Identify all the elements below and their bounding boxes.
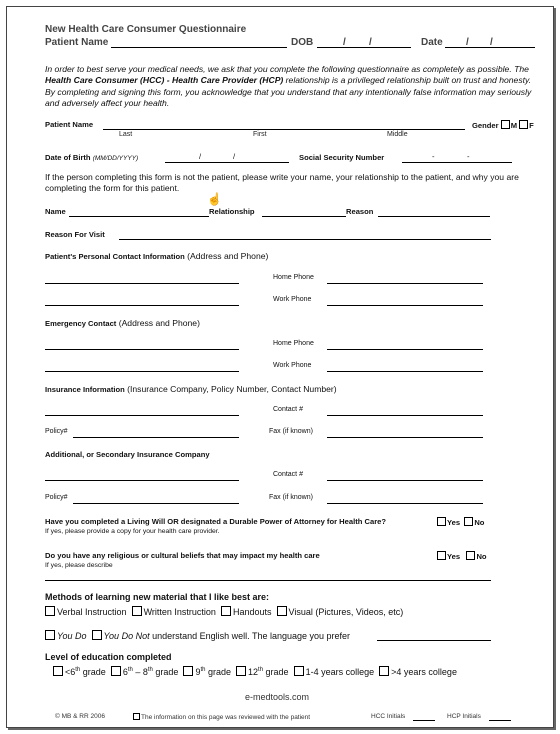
preferred-language-field[interactable]: [377, 640, 491, 641]
contact-address-line1[interactable]: [45, 283, 239, 284]
learning-options: Verbal Instruction Written Instruction Handouts Visual (Pictures, Videos, etc): [45, 606, 403, 617]
hcc-initials-field[interactable]: [413, 720, 435, 721]
gender-f-checkbox[interactable]: [519, 120, 528, 129]
secondary-fax-label: Fax (if known): [269, 494, 313, 501]
reason-field[interactable]: [378, 216, 490, 217]
visual-checkbox[interactable]: [277, 606, 287, 616]
header-dob-field[interactable]: [317, 47, 411, 48]
relationship-label: Relationship: [209, 207, 255, 216]
living-will-no-checkbox[interactable]: [464, 517, 473, 526]
insurance-heading: Insurance Information (Insurance Company, Policy Number, Contact Number): [45, 384, 337, 394]
visit-reason-label: Reason For Visit: [45, 230, 105, 239]
secondary-company-field[interactable]: [45, 480, 239, 481]
completer-name-label: Name: [45, 207, 66, 216]
insurance-fax-label: Fax (if known): [269, 428, 313, 435]
edu-9-checkbox[interactable]: [183, 666, 193, 676]
emergency-heading: Emergency Contact (Address and Phone): [45, 318, 200, 328]
contact-work-phone-label: Work Phone: [273, 296, 312, 303]
header-patient-name-field[interactable]: [111, 47, 287, 48]
contact-heading: Patient's Personal Contact Information (Address and Phone): [45, 251, 269, 261]
header-dob-label: DOB: [291, 37, 314, 48]
visit-reason-field[interactable]: [119, 239, 491, 240]
emergency-work-phone-field[interactable]: [327, 371, 483, 372]
dob-slash: /: [199, 152, 202, 161]
copyright: © MB & RR 2006: [55, 713, 105, 720]
hcp-initials-label: HCP Initials: [447, 713, 481, 720]
emergency-address-line2[interactable]: [45, 371, 239, 372]
beliefs-note: If yes, please describe: [45, 562, 113, 569]
learning-heading: Methods of learning new material that I like best are:: [45, 592, 270, 602]
living-will-note: If yes, please provide a copy for your health care provider.: [45, 528, 220, 535]
sub-middle: Middle: [387, 131, 408, 138]
contact-home-phone-label: Home Phone: [273, 274, 314, 281]
edu-college1-checkbox[interactable]: [294, 666, 304, 676]
contact-address-line2[interactable]: [45, 305, 239, 306]
gender-label: Gender M F: [472, 121, 534, 130]
sub-first: First: [253, 131, 267, 138]
not-patient-instructions: If the person completing this form is not the patient, please write your name, your relationship to the patient, and why you are completing the form for this patient.: [45, 172, 519, 193]
dob-slash: /: [343, 37, 346, 48]
dob-field[interactable]: [165, 162, 289, 163]
ssn-dash: -: [467, 152, 470, 161]
edu-college2-checkbox[interactable]: [379, 666, 389, 676]
edu-6-8-checkbox[interactable]: [111, 666, 121, 676]
verbal-checkbox[interactable]: [45, 606, 55, 616]
beliefs-no-checkbox[interactable]: [466, 551, 475, 560]
living-will-question: Have you completed a Living Will OR designated a Durable Power of Attorney for Health Care?: [45, 517, 387, 526]
relationship-field[interactable]: [262, 216, 346, 217]
date-slash: /: [490, 37, 493, 48]
date-slash: /: [466, 37, 469, 48]
form-title: New Health Care Consumer Questionnaire: [45, 24, 247, 35]
header-patient-name-label: Patient Name: [45, 37, 109, 48]
secondary-contact-field[interactable]: [327, 480, 483, 481]
sub-last: Last: [119, 131, 133, 138]
reviewed-row: The information on this page was reviewed with the patient: [133, 713, 310, 721]
ssn-field[interactable]: [402, 162, 512, 163]
dob-label: Date of Birth (MM/DD/YYYY): [45, 153, 139, 162]
ssn-dash: -: [432, 152, 435, 161]
contact-home-phone-field[interactable]: [327, 283, 483, 284]
education-heading: Level of education completed: [45, 652, 172, 662]
website-link[interactable]: e-medtools.com: [245, 692, 310, 702]
secondary-policy-field[interactable]: [73, 503, 239, 504]
hcc-initials-label: HCC Initials: [371, 713, 406, 720]
intro-paragraph: In order to best serve your medical needs, we ask that you complete the following questionnaire as completely as possible. The Health Care Consumer (HCC) - Health Care Provider (HCP) relationship is a privileged relationship built on trust and honesty. By completing and signing this form, you acknowledge that you understand that any intentionally false information may seriously and adversely affect your health.: [45, 64, 532, 109]
emergency-work-phone-label: Work Phone: [273, 362, 312, 369]
patient-name-field[interactable]: [103, 129, 465, 130]
handouts-checkbox[interactable]: [221, 606, 231, 616]
header-date-label: Date: [421, 37, 443, 48]
beliefs-options: Yes No: [437, 551, 487, 561]
living-will-options: Yes No: [437, 517, 484, 527]
living-will-yes-checkbox[interactable]: [437, 517, 446, 526]
insurance-contact-field[interactable]: [327, 415, 483, 416]
secondary-contact-label: Contact #: [273, 471, 303, 478]
written-checkbox[interactable]: [132, 606, 142, 616]
hand-cursor-icon: ☝: [207, 192, 222, 206]
contact-work-phone-field[interactable]: [327, 305, 483, 306]
hcp-initials-field[interactable]: [489, 720, 511, 721]
english-row: You Do You Do Not understand English well. The language you prefer: [45, 630, 350, 641]
education-options: <6th grade 6th – 8th grade 9th grade 12th grade 1-4 years college >4 years college: [53, 666, 457, 677]
questionnaire-page: [6, 6, 554, 728]
completer-name-field[interactable]: [69, 216, 209, 217]
emergency-address-line1[interactable]: [45, 349, 239, 350]
insurance-policy-label: Policy#: [45, 428, 68, 435]
secondary-policy-label: Policy#: [45, 494, 68, 501]
reviewed-checkbox[interactable]: [133, 713, 140, 720]
edu-12-checkbox[interactable]: [236, 666, 246, 676]
beliefs-yes-checkbox[interactable]: [437, 551, 446, 560]
insurance-contact-label: Contact #: [273, 406, 303, 413]
you-do-checkbox[interactable]: [45, 630, 55, 640]
emergency-home-phone-label: Home Phone: [273, 340, 314, 347]
reason-label: Reason: [346, 207, 374, 216]
beliefs-description-field[interactable]: [45, 580, 491, 581]
emergency-home-phone-field[interactable]: [327, 349, 483, 350]
dob-slash: /: [233, 152, 236, 161]
secondary-fax-field[interactable]: [327, 503, 483, 504]
insurance-fax-field[interactable]: [327, 437, 483, 438]
patient-name-label: Patient Name: [45, 120, 94, 129]
gender-m-checkbox[interactable]: [501, 120, 510, 129]
ssn-label: Social Security Number: [299, 153, 385, 162]
you-do-not-checkbox[interactable]: [92, 630, 102, 640]
dob-slash: /: [369, 37, 372, 48]
secondary-insurance-heading: Additional, or Secondary Insurance Company: [45, 450, 210, 459]
insurance-company-field[interactable]: [45, 415, 239, 416]
insurance-policy-field[interactable]: [73, 437, 239, 438]
edu-lt6-checkbox[interactable]: [53, 666, 63, 676]
beliefs-question: Do you have any religious or cultural beliefs that may impact my health care: [45, 551, 320, 560]
